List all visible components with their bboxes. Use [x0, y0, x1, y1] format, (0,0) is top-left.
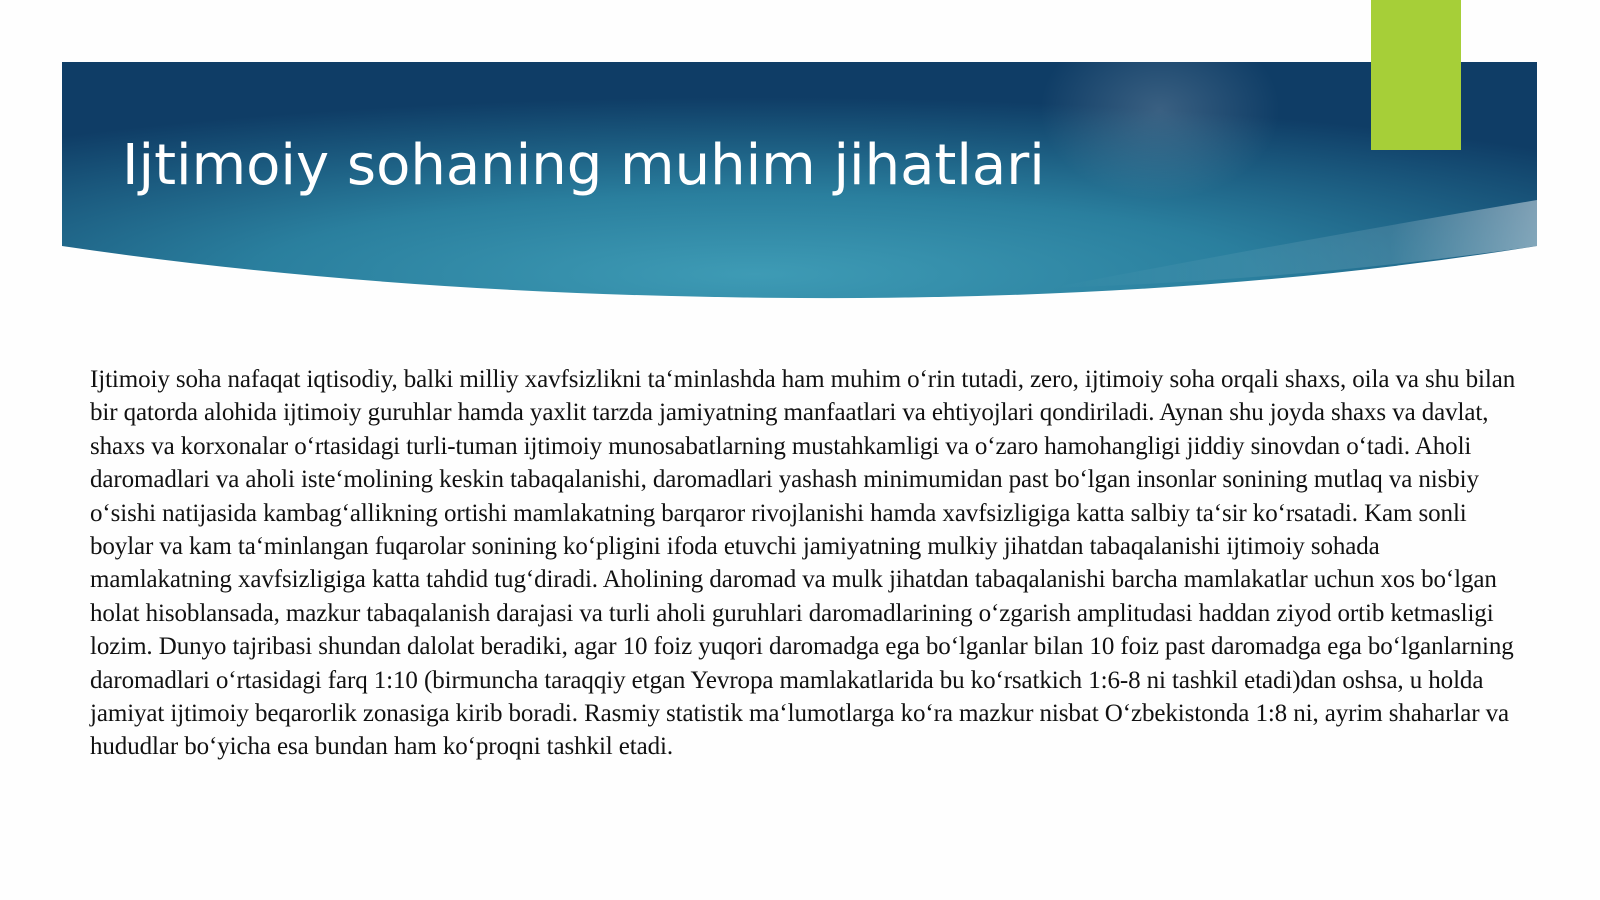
slide-title: Ijtimoiy sohaning muhim jihatlari — [122, 133, 1045, 198]
accent-bar — [1371, 0, 1461, 150]
body-paragraph: Ijtimoiy soha nafaqat iqtisodiy, balki milliy xavfsizlikni taʻminlashda ham muhim oʻrin tutadi, zero, ijtimoiy soha orqali shaxs, oila va shu bilan bir qatorda alohida ijtimoiy guruhlar hamda yaxlit tarzda jamiyatning manfaatlari va ehtiyojlari qondiriladi. Aynan shu joyda shaxs va davlat, shaxs va korxonalar oʻrtasidagi turli-tuman ijtimoiy munosabatlarning mustahkamligi va oʻzaro hamohangligi jiddiy sinovdan oʻtadi. Aholi daromadlari va aholi isteʻmolining keskin tabaqalanishi, daromadlari yashash minimumidan past boʻlgan insonlar sonining mutlaq va nisbiy oʻsishi natijasida kambagʻallikning ortishi mamlakatning barqaror rivojlanishi hamda xavfsizligiga katta salbiy taʻsir koʻrsatadi. Kam sonli boylar va kam taʻminlangan fuqarolar sonining koʻpligini ifoda etuvchi jamiyatning mulkiy jihatdan tabaqalanishi ijtimoiy sohada mamlakatning xavfsizligiga katta tahdid tugʻdiradi. Aholining daromad va mulk jihatdan tabaqalanishi barcha mamlakatlar uchun xos boʻlgan holat hisoblansada, mazkur tabaqalanish darajasi va turli aholi guruhlari daromadlarining oʻzgarish amplitudasi haddan ziyod ortib ketmasligi lozim. Dunyo tajribasi shundan dalolat beradiki, agar 10 foiz yuqori daromadga ega boʻlganlar bilan 10 foiz past daromadga ega boʻlganlarning daromadlari oʻrtasidagi farq 1:10 (birmuncha taraqqiy etgan Yevropa mamlakatlarida bu koʻrsatkich 1:6-8 ni tashkil etadi)dan oshsa, u holda jamiyat ijtimoiy beqarorlik zonasiga kirib boradi. Rasmiy statistik maʻlumotlarga koʻra mazkur nisbat Oʻzbekistonda 1:8 ni, ayrim shaharlar va hududlar boʻyicha esa bundan ham koʻproqni tashkil etadi. — [90, 366, 1516, 761]
